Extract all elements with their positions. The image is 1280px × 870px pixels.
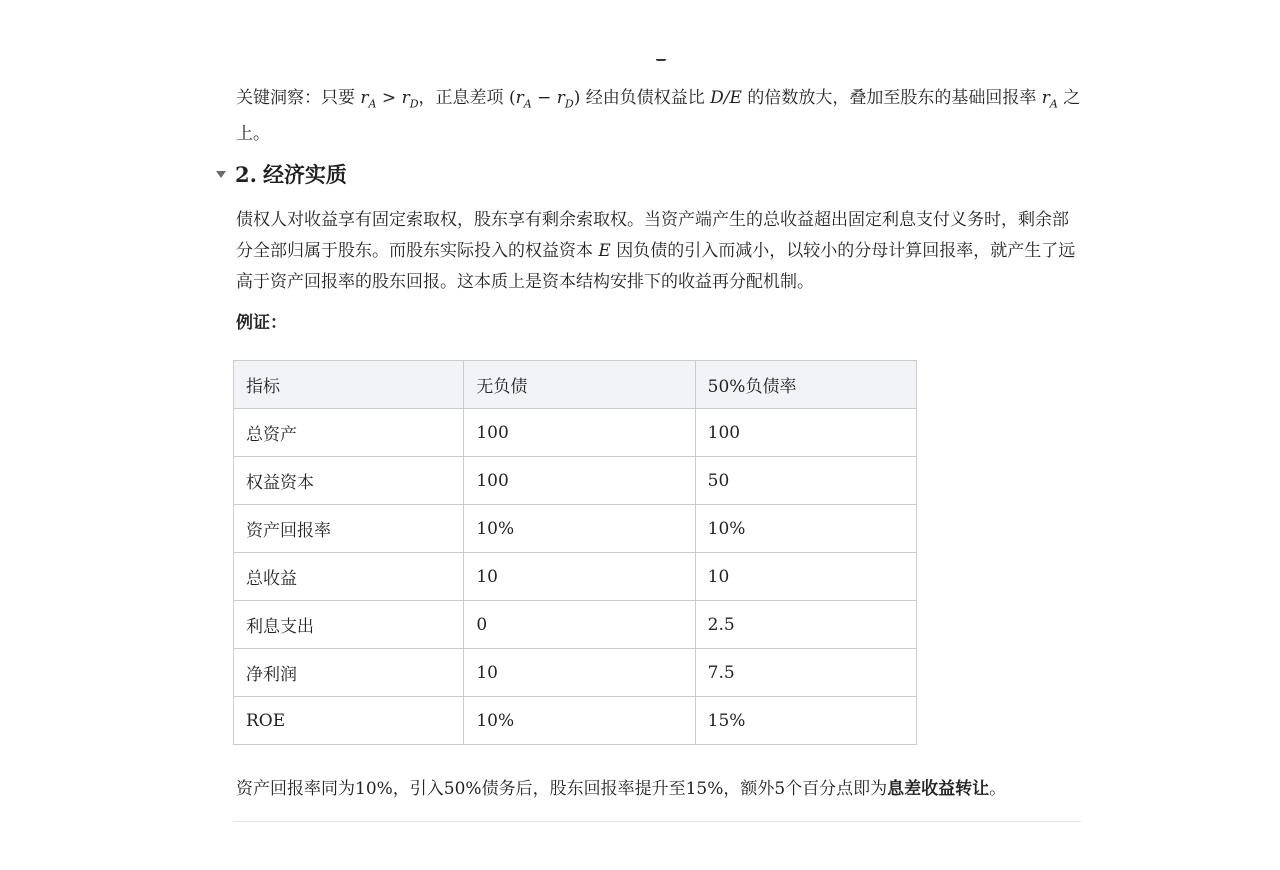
header-metric: 指标: [234, 361, 464, 409]
header-50pct-debt: 50%负债率: [695, 361, 916, 409]
insight-text-2: ，正息差项: [418, 88, 509, 108]
cell-50pct-debt: 10%: [695, 505, 916, 553]
cell-50pct-debt: 15%: [695, 697, 916, 745]
collapse-caret-icon[interactable]: [216, 171, 226, 178]
formula-spread: $(r_A - r_D)$: [508, 88, 581, 111]
cell-no-debt: 10: [464, 649, 695, 697]
header-no-debt: 无负债: [464, 361, 695, 409]
insight-label: 关键洞察：: [236, 88, 321, 108]
table-row: [234, 649, 917, 697]
cell-50pct-debt: 2.5: [695, 601, 916, 649]
cell-metric: 权益资本: [234, 457, 464, 505]
table-row: [234, 601, 917, 649]
cell-no-debt: 10: [464, 553, 695, 601]
table-row: [234, 409, 917, 457]
section-title: 经济实质: [262, 162, 347, 187]
formula-ra-base: $r_A$: [1041, 88, 1058, 111]
cell-50pct-debt: 100: [695, 409, 916, 457]
insight-paragraph: [236, 83, 1081, 150]
page-break-artifact: [655, 54, 667, 62]
insight-text-4: 的倍数放大，叠加至股东的基础回报率: [741, 88, 1042, 108]
table-row: [234, 505, 917, 553]
body-paragraph: [236, 205, 1081, 298]
section-number: 2.: [235, 161, 257, 187]
formula-ra: $r_A > r_D$: [360, 88, 419, 111]
insight-text-5: 之上。: [236, 88, 1081, 145]
insight-text-1: 只要: [321, 88, 361, 108]
cell-metric: 总收益: [234, 553, 464, 601]
cell-no-debt: 100: [464, 457, 695, 505]
table-header-row: [234, 361, 917, 409]
cell-no-debt: 100: [464, 409, 695, 457]
example-label: 例证：: [236, 313, 287, 333]
formula-de: D/E: [710, 88, 742, 108]
cell-metric: 资产回报率: [234, 505, 464, 553]
cell-metric: 利息支出: [234, 601, 464, 649]
table-row: [234, 697, 917, 745]
table-row: [234, 553, 917, 601]
summary-end: 。: [989, 779, 1007, 799]
section-divider: [233, 821, 1081, 822]
body-text-2: 因负债的引入而减小，以较小的分母计算回报率，就产生了远高于资产回报率的股东回报。这本质上是资本结构安排下的收益再分配机制。: [236, 241, 1076, 292]
cell-50pct-debt: 50: [695, 457, 916, 505]
formula-e: E: [598, 241, 611, 261]
cell-metric: ROE: [234, 697, 464, 745]
insight-text-3: 经由负债权益比: [580, 88, 711, 108]
table-row: [234, 457, 917, 505]
cell-50pct-debt: 10: [695, 553, 916, 601]
cell-metric: 净利润: [234, 649, 464, 697]
summary-paragraph: [236, 774, 1081, 805]
cell-metric: 总资产: [234, 409, 464, 457]
summary-text: 资产回报率同为10%，引入50%债务后，股东回报率提升至15%，额外5个百分点即为: [236, 779, 888, 799]
cell-no-debt: 10%: [464, 697, 695, 745]
section-heading-economic-substance[interactable]: [216, 157, 347, 191]
body-text-1: 债权人对收益享有固定索取权，股东享有剩余索取权。当资产端产生的总收益超出固定利息支付义务时，剩余部分全部归属于股东。而股东实际投入的权益资本: [236, 210, 1069, 261]
cell-no-debt: 10%: [464, 505, 695, 553]
comparison-table: [233, 360, 917, 745]
summary-bold-term: 息差收益转让: [887, 779, 990, 799]
cell-no-debt: 0: [464, 601, 695, 649]
cell-50pct-debt: 7.5: [695, 649, 916, 697]
